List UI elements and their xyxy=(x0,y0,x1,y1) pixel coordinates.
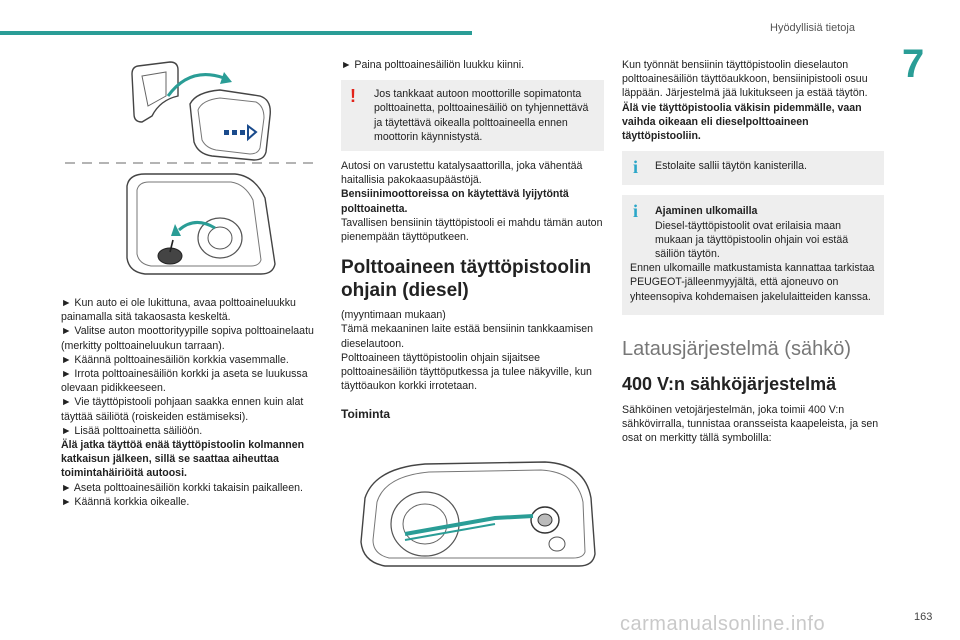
market-note: (myyntimaan mukaan) xyxy=(341,309,446,322)
bold-warning-text: Älä jatka täyttöä enää täyttöpistoolin kolmannen katkaisun jälkeen, sillä se saattaa aiheuttaa toimintahäiriöitä autoosi. xyxy=(61,439,305,480)
column-middle xyxy=(341,58,604,430)
column-left xyxy=(61,296,323,509)
instruction-3: ► Käännä polttoainesäiliön korkkia vasemmalle. xyxy=(61,353,289,366)
section-title: Hyödyllisiä tietoja xyxy=(770,22,855,34)
instruction-5: ► Vie täyttöpistooli pohjaan saakka ennen kuin alat täyttää säiliötä (roiskeiden estämiseksi). xyxy=(61,396,304,423)
instruction-6: ► Lisää polttoainetta säiliöön. xyxy=(61,424,203,437)
instruction-8: ► Käännä korkkia oikealle. xyxy=(61,495,190,508)
diesel-guide-heading: Polttoaineen täyttöpistoolin ohjain (diesel) xyxy=(341,257,592,302)
info-box-canister xyxy=(622,151,884,185)
petrol-nozzle-text: Kun työnnät bensiinin täyttöpistoolin dieselauton polttoainesäiliön täyttöaukkoon, bensiinipistooli osuu läppään. Järjestelmä jää lukitukseen ja estää täytön. xyxy=(622,59,868,100)
chapter-number: 7 xyxy=(902,42,925,86)
page-number: 163 xyxy=(914,611,933,623)
guide-location: Polttoaineen täyttöpistoolin ohjain sijaitsee polttoainesäiliön täyttöputkessa ja tulee näkyville, kun täyttöaukon korkki irrotetaan. xyxy=(341,351,592,393)
electric-system-heading: 400 V:n sähköjärjestelmä xyxy=(622,373,837,394)
warning-box xyxy=(341,80,604,151)
diesel-filler-guide-diagram xyxy=(345,458,600,570)
warning-text: Jos tankkaat autoon moottorille sopimatonta polttoainetta, polttoainesäiliö on tyhjennettävä ja täytettävä oikealla polttoaineella ennen moottorin käynnistystä. xyxy=(374,88,589,143)
figure-separator xyxy=(65,160,315,166)
info-box-abroad xyxy=(622,195,884,314)
instruction-2: ► Valitse auton moottorityypille sopiva polttoainelaatu (merkitty polttoaineluukun tarraan). xyxy=(61,325,314,352)
unleaded-text: Bensiinimoottoreissa on käytettävä lyijytöntä polttoainetta. xyxy=(341,188,569,215)
header-accent-bar xyxy=(0,31,472,35)
fuel-flap-open-diagram xyxy=(120,56,280,164)
warning-icon: ! xyxy=(350,86,356,107)
force-warning-text: Älä vie täyttöpistoolia väkisin pidemmälle, vaan vaihda oikeaan eli dieselpolttoaineen täyttöpistooliin. xyxy=(622,101,862,143)
catalyst-text: Autosi on varustettu katalysaattorilla, joka vähentää haitallisia pakokaasupäästöjä. xyxy=(341,160,583,187)
electric-system-text: Sähköinen vetojärjestelmän, joka toimii 400 V:n sähkövirralla, tunnistaa oransseista kaapeleista, ja sen osat on merkitty tällä symbolilla: xyxy=(622,403,879,445)
info-icon: i xyxy=(633,157,639,178)
column-right xyxy=(622,58,884,445)
charging-system-heading: Latausjärjestelmä (sähkö) xyxy=(622,337,851,360)
fuel-cap-removed-diagram xyxy=(115,168,285,280)
instruction-7: ► Aseta polttoainesäiliön korkki takaisin paikalleen. xyxy=(61,481,303,494)
operation-heading: Toiminta xyxy=(341,407,391,422)
abroad-title: Ajaminen ulkomailla xyxy=(655,205,758,218)
nozzle-fit-text: Tavallisen bensiinin täyttöpistooli ei mahdu tämän auton pienempään täyttöputkeen. xyxy=(341,216,603,244)
watermark: carmanualsonline.info xyxy=(620,613,826,635)
info-icon: i xyxy=(633,201,639,222)
instruction-close-flap: ► Paina polttoainesäiliön luukku kiinni. xyxy=(341,59,525,71)
guide-description: Tämä mekaaninen laite estää bensiinin tankkaamisen dieselautoon. xyxy=(341,323,594,350)
canister-text: Estolaite sallii täytön kanisterilla. xyxy=(655,160,807,173)
abroad-advice: Ennen ulkomaille matkustamista kannattaa tarkistaa PEUGEOT-jälleenmyyjältä, että ajoneuvo on yhteensopiva kohdemaisen jakelulaitteiden kanssa. xyxy=(630,262,875,303)
abroad-text: Diesel-täyttöpistoolit ovat erilaisia maan mukaan ja täyttöpistoolin ohjain voi estää säiliön täytön. xyxy=(655,219,849,261)
instruction-1: ► Kun auto ei ole lukittuna, avaa polttoaineluukku painamalla sitä takaosasta keskeltä. xyxy=(61,297,296,324)
instruction-4: ► Irrota polttoainesäiliön korkki ja aseta se luukussa olevaan pidikkeeseen. xyxy=(61,368,308,395)
